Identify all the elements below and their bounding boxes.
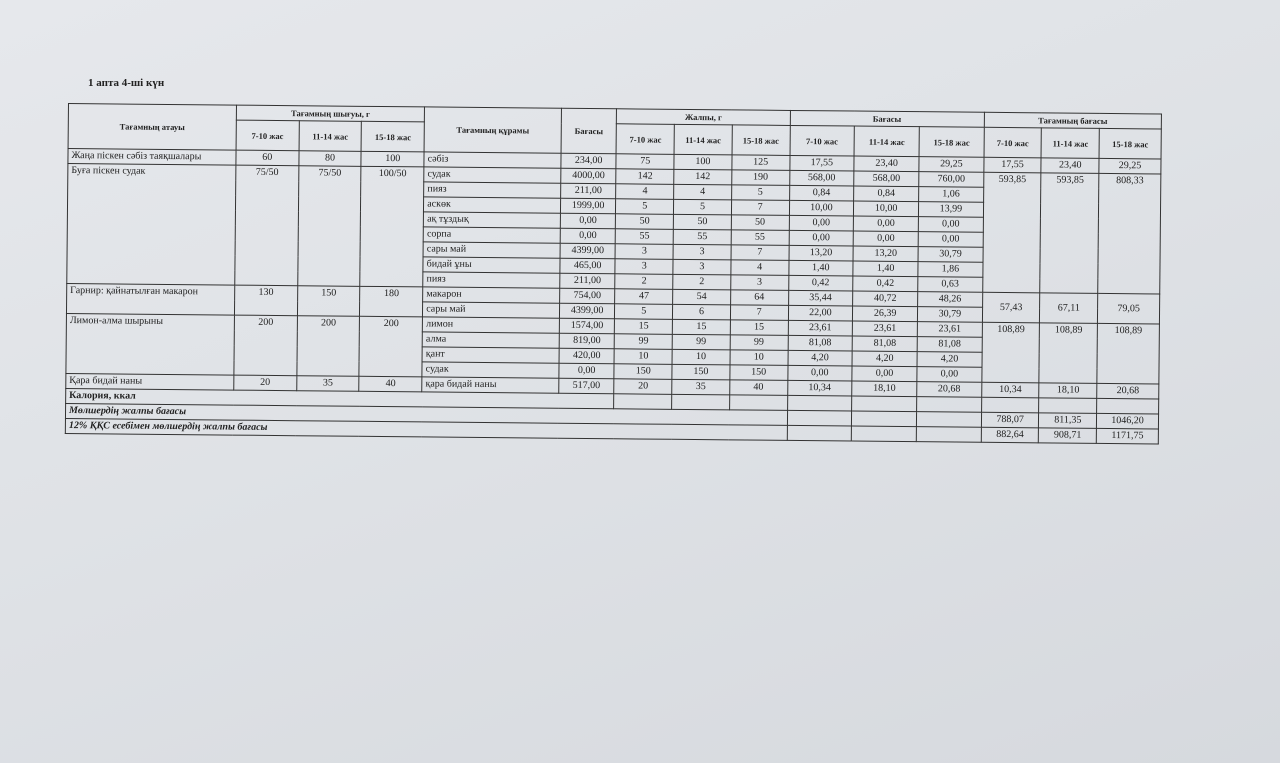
output-value: 150 xyxy=(297,286,360,317)
cost-value: 760,00 xyxy=(919,172,984,188)
total-value: 2 xyxy=(673,274,731,290)
cost-value: 10,34 xyxy=(787,380,852,396)
dish-name: Қара бидай наны xyxy=(66,373,234,390)
total-value: 3 xyxy=(615,244,673,260)
dish-name: Гарнир: қайнатылған макарон xyxy=(66,283,234,315)
vat-label: 12% ҚҚС есебімен мөлшердің жалпы бағасы xyxy=(65,418,787,440)
dish-cost-value: 10,34 xyxy=(982,382,1040,398)
total-price-value: 788,07 xyxy=(981,412,1039,428)
ingredient-price: 0,00 xyxy=(560,228,616,244)
page-title: 1 апта 4-ші күн xyxy=(88,77,165,89)
cost-value: 0,84 xyxy=(854,186,919,202)
vat-price-value: 1171,75 xyxy=(1096,428,1158,444)
total-value: 100 xyxy=(674,154,732,170)
ingredient-price: 234,00 xyxy=(561,153,617,169)
cost-value: 23,61 xyxy=(917,322,982,338)
header-age: 7-10 жас xyxy=(236,120,299,151)
dish-cost-value: 57,43 xyxy=(982,292,1040,323)
cost-value: 30,79 xyxy=(918,247,983,263)
total-value: 125 xyxy=(732,155,790,171)
output-value: 60 xyxy=(236,150,299,166)
total-value: 47 xyxy=(615,289,673,305)
cost-value: 4,20 xyxy=(788,350,853,366)
ingredient-price: 754,00 xyxy=(559,288,615,304)
ingredient-name: аскөк xyxy=(424,197,561,213)
total-value: 7 xyxy=(731,245,789,261)
header-total: Жалпы, г xyxy=(617,109,790,126)
cost-value: 30,79 xyxy=(917,307,982,323)
total-value: 3 xyxy=(731,275,789,291)
dish-cost-value: 23,40 xyxy=(1041,158,1099,174)
dish-cost-value: 17,55 xyxy=(984,157,1042,173)
header-age: 11-14 жас xyxy=(854,126,919,157)
cost-value: 0,42 xyxy=(853,276,918,292)
ingredient-price: 420,00 xyxy=(559,348,615,364)
header-dish-name: Тағамның атауы xyxy=(68,104,236,151)
dish-cost-value: 808,33 xyxy=(1098,173,1161,294)
header-age: 11-14 жас xyxy=(299,121,362,152)
cost-value: 0,00 xyxy=(789,215,854,231)
total-value: 4 xyxy=(731,260,789,276)
total-label: Мөлшердің жалпы бағасы xyxy=(65,403,787,425)
cost-value: 48,26 xyxy=(918,292,983,308)
ingredient-name: пияз xyxy=(424,182,561,198)
ingredient-price: 211,00 xyxy=(560,183,616,199)
dish-cost-value: 79,05 xyxy=(1098,293,1160,324)
total-value: 50 xyxy=(731,215,789,231)
calories-label: Калория, ккал xyxy=(66,388,615,408)
ingredient-name: қант xyxy=(422,347,559,363)
header-price: Бағасы xyxy=(561,108,617,154)
cost-value: 22,00 xyxy=(788,305,853,321)
cost-value: 18,10 xyxy=(852,381,917,397)
cost-value: 23,61 xyxy=(853,321,918,337)
total-value: 99 xyxy=(672,334,730,350)
ingredient-price: 211,00 xyxy=(560,273,616,289)
ingredient-price: 4399,00 xyxy=(560,243,616,259)
total-value: 40 xyxy=(730,380,788,396)
ingredient-name: пияз xyxy=(423,272,560,288)
total-value: 75 xyxy=(616,154,674,170)
total-value: 5 xyxy=(616,199,674,215)
total-value: 35 xyxy=(672,379,730,395)
total-price-value: 811,35 xyxy=(1039,413,1097,429)
total-value: 6 xyxy=(673,304,731,320)
vat-price-value: 882,64 xyxy=(981,427,1039,443)
total-value: 142 xyxy=(674,169,732,185)
dish-name: Буға піскен судак xyxy=(67,164,236,286)
total-value: 15 xyxy=(730,320,788,336)
ingredient-price: 1574,00 xyxy=(559,318,615,334)
dish-cost-value: 593,85 xyxy=(983,172,1042,293)
total-value: 150 xyxy=(614,364,672,380)
cost-value: 35,44 xyxy=(788,290,853,306)
total-value: 55 xyxy=(731,230,789,246)
total-value: 15 xyxy=(672,319,730,335)
header-age: 7-10 жас xyxy=(984,127,1042,158)
vat-price-value: 908,71 xyxy=(1039,428,1097,444)
ingredient-name: сәбіз xyxy=(424,152,561,168)
output-value: 200 xyxy=(234,315,297,376)
total-value: 50 xyxy=(673,214,731,230)
output-value: 40 xyxy=(359,376,422,392)
total-value: 3 xyxy=(673,259,731,275)
total-value: 2 xyxy=(615,274,673,290)
total-value: 10 xyxy=(730,350,788,366)
header-cost: Бағасы xyxy=(790,110,984,127)
total-value: 142 xyxy=(616,169,674,185)
header-age: 15-18 жас xyxy=(362,121,425,152)
total-value: 55 xyxy=(673,229,731,245)
total-value: 3 xyxy=(673,244,731,260)
header-age: 11-14 жас xyxy=(1041,128,1099,159)
dish-cost-value: 108,89 xyxy=(1039,323,1097,384)
ingredient-name: сорпа xyxy=(423,227,560,243)
output-value: 75/50 xyxy=(297,166,361,287)
ingredient-name: лимон xyxy=(423,317,560,333)
cost-value: 23,61 xyxy=(788,320,853,336)
cost-value: 4,20 xyxy=(917,352,982,368)
cost-value: 13,20 xyxy=(789,245,854,261)
ingredient-name: судак xyxy=(422,362,559,378)
total-value: 10 xyxy=(614,349,672,365)
menu-table xyxy=(65,103,1162,444)
total-value: 5 xyxy=(674,199,732,215)
output-value: 75/50 xyxy=(235,165,299,286)
ingredient-name: судак xyxy=(424,167,561,183)
total-value: 50 xyxy=(616,214,674,230)
cost-value: 81,08 xyxy=(917,337,982,353)
ingredient-name: макарон xyxy=(423,287,560,303)
total-value: 55 xyxy=(616,229,674,245)
cost-value: 4,20 xyxy=(852,351,917,367)
ingredient-price: 0,00 xyxy=(560,213,616,229)
cost-value: 0,00 xyxy=(852,366,917,382)
ingredient-name: алма xyxy=(422,332,559,348)
cost-value: 0,00 xyxy=(853,231,918,247)
header-output: Тағамның шығуы, г xyxy=(236,105,424,122)
cost-value: 1,86 xyxy=(918,262,983,278)
cost-value: 23,40 xyxy=(854,156,919,172)
ingredient-price: 819,00 xyxy=(559,333,615,349)
header-age: 15-18 жас xyxy=(732,125,790,156)
total-value: 20 xyxy=(614,379,672,395)
dish-cost-value: 29,25 xyxy=(1099,158,1161,174)
total-value: 7 xyxy=(730,305,788,321)
cost-value: 0,00 xyxy=(787,365,852,381)
cost-value: 20,68 xyxy=(917,382,982,398)
dish-cost-value: 20,68 xyxy=(1097,383,1159,399)
header-age: 15-18 жас xyxy=(919,127,984,158)
total-value: 5 xyxy=(615,304,673,320)
total-value: 150 xyxy=(672,364,730,380)
ingredient-name: сары май xyxy=(423,242,560,258)
cost-value: 81,08 xyxy=(788,335,853,351)
dish-name: Жаңа піскен сәбіз таяқшалары xyxy=(68,149,236,166)
total-value: 7 xyxy=(731,200,789,216)
cost-value: 10,00 xyxy=(789,200,854,216)
output-value: 200 xyxy=(297,316,360,377)
total-value: 15 xyxy=(615,319,673,335)
cost-value: 0,00 xyxy=(918,217,983,233)
ingredient-price: 4399,00 xyxy=(559,303,615,319)
total-value: 99 xyxy=(615,334,673,350)
cost-value: 17,55 xyxy=(789,155,854,171)
ingredient-price: 465,00 xyxy=(560,258,616,274)
output-value: 130 xyxy=(234,285,297,316)
ingredient-price: 517,00 xyxy=(559,378,615,394)
output-value: 100 xyxy=(361,151,424,167)
total-value: 4 xyxy=(616,184,674,200)
total-value: 54 xyxy=(673,289,731,305)
dish-cost-value: 108,89 xyxy=(982,322,1040,383)
total-value: 4 xyxy=(674,184,732,200)
output-value: 180 xyxy=(360,286,423,317)
dish-cost-value: 593,85 xyxy=(1040,173,1099,294)
cost-value: 0,00 xyxy=(789,230,854,246)
total-value: 3 xyxy=(615,259,673,275)
cost-value: 568,00 xyxy=(789,170,854,186)
cost-value: 29,25 xyxy=(919,157,984,173)
cost-value: 13,99 xyxy=(918,202,983,218)
total-value: 190 xyxy=(732,170,790,186)
cost-value: 0,84 xyxy=(789,185,854,201)
cost-value: 0,63 xyxy=(918,277,983,293)
ingredient-price: 1999,00 xyxy=(560,198,616,214)
cost-value: 0,00 xyxy=(854,216,919,232)
output-value: 20 xyxy=(234,375,297,391)
cost-value: 81,08 xyxy=(852,336,917,352)
total-price-value: 1046,20 xyxy=(1097,413,1159,429)
output-value: 100/50 xyxy=(360,166,424,287)
header-composition: Тағамның құрамы xyxy=(424,107,561,153)
cost-value: 10,00 xyxy=(854,201,919,217)
ingredient-price: 4000,00 xyxy=(561,168,617,184)
cost-value: 40,72 xyxy=(853,291,918,307)
ingredient-name: бидай ұны xyxy=(423,257,560,273)
cost-value: 1,06 xyxy=(919,187,984,203)
output-value: 200 xyxy=(359,316,422,377)
cost-value: 1,40 xyxy=(853,261,918,277)
header-age: 15-18 жас xyxy=(1099,128,1161,159)
cost-value: 0,00 xyxy=(918,232,983,248)
ingredient-name: сары май xyxy=(423,302,560,318)
dish-cost-value: 108,89 xyxy=(1097,323,1159,384)
cost-value: 0,00 xyxy=(917,367,982,383)
total-value: 150 xyxy=(730,365,788,381)
header-dish-cost: Тағамның бағасы xyxy=(984,112,1161,129)
total-value: 5 xyxy=(731,185,789,201)
header-age: 7-10 жас xyxy=(617,124,675,155)
header-age: 7-10 жас xyxy=(790,125,855,156)
cost-value: 26,39 xyxy=(853,306,918,322)
output-value: 35 xyxy=(296,376,359,392)
menu-table-container xyxy=(65,103,1162,444)
total-value: 64 xyxy=(730,290,788,306)
total-value: 10 xyxy=(672,349,730,365)
total-value: 99 xyxy=(730,335,788,351)
ingredient-price: 0,00 xyxy=(559,363,615,379)
ingredient-name: қара бидай наны xyxy=(422,377,559,393)
cost-value: 568,00 xyxy=(854,171,919,187)
dish-cost-value: 18,10 xyxy=(1039,383,1097,399)
header-age: 11-14 жас xyxy=(674,124,732,155)
dish-cost-value: 67,11 xyxy=(1040,293,1098,324)
output-value: 80 xyxy=(299,151,362,167)
ingredient-name: ақ тұздық xyxy=(424,212,561,228)
cost-value: 0,42 xyxy=(788,275,853,291)
cost-value: 13,20 xyxy=(853,246,918,262)
cost-value: 1,40 xyxy=(788,260,853,276)
dish-name: Лимон-алма шырыны xyxy=(66,313,235,375)
